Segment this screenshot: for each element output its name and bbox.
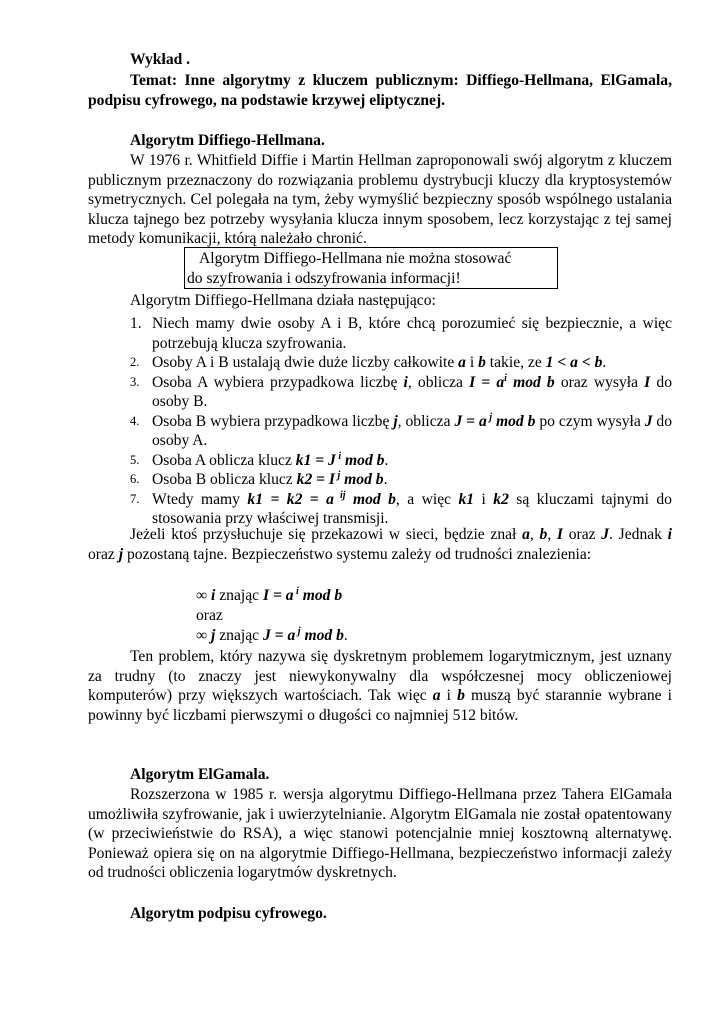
infinity-icon: ∞ bbox=[196, 627, 208, 644]
topic-title: Temat: Inne algorytmy z kluczem publicznym: Diffiego-Hellmana, ElGamala, podpisu cyfrowego, na podstawie krzywej eliptycznej. bbox=[88, 72, 672, 109]
step-number: 6. bbox=[130, 472, 140, 486]
step-number: 7. bbox=[130, 491, 140, 506]
step-4: 4. Osoba B wybiera przypadkowa liczbę j, oblicza J = a $^j$ mod b po czym wysyła J do osoby A. bbox=[130, 411, 673, 449]
step-text: Niech mamy dwie osoby A i B, które chcą porozumieć się bezpiecznie, a więc potrzebują klucza szyfrowania. bbox=[152, 315, 672, 352]
dh-steps-intro: Algorytm Diffiego-Hellmana działa następująco: bbox=[130, 292, 436, 309]
step-number: 5. bbox=[130, 452, 140, 467]
signature-heading: Algorytm podpisu cyfrowego. bbox=[130, 905, 327, 922]
dh-intro-paragraph: W 1976 r. Whitfield Diffie i Martin Hellman zaproponowali swój algorytm z kluczem publicznym przeznaczony do rozwiązania problemu dystrybucji kluczy dla kryptosystemów symetrycznych. Cel polegała na tym, żeby wymyślić bezpieczny sposób wspólnego ustalania klucza tajnego bez potrzeby wysyłania klucza innym sposobem, lecz korzystając z tej samej metody komunikacji, którą należało chronić. bbox=[88, 152, 672, 247]
step-7: 7. Wtedy mamy k1 = k2 = a $^{ij}$ mod b, a więc k1 i k2 są kluczami tajnymi do stosowania przy właściwej transmisji. bbox=[130, 489, 672, 527]
lecture-label: Wykład . bbox=[130, 51, 191, 68]
step-number: 4. bbox=[130, 413, 140, 428]
warning-line-1: Algorytm Diffiego-Hellmana nie można stosować bbox=[199, 250, 512, 267]
step-3: 3. Osoba A wybiera przypadkowa liczbę i, oblicza $I = a^i$ mod b oraz wysyła I do osoby B. bbox=[130, 372, 672, 410]
formula-oraz: oraz bbox=[196, 607, 223, 624]
eavesdropper-paragraph: Jeżeli ktoś przysłuchuje się przekazowi w sieci, będzie znał a, b, I oraz J. Jednak i oraz j pozostaną tajne. Bezpieczeństwo systemu zależy od trudności znalezienia: bbox=[88, 526, 673, 563]
step-1 bbox=[88, 314, 672, 353]
step-2: 2. Osoby A i B ustalają dwie duże liczby całkowite a i b takie, ze 1 < a < b. bbox=[130, 354, 607, 371]
dh-warning-box bbox=[184, 247, 558, 289]
step-number: 1. bbox=[130, 315, 142, 332]
elgamal-heading: Algorytm ElGamala. bbox=[130, 766, 270, 783]
infinity-icon: ∞ bbox=[196, 587, 208, 604]
warning-line-2: do szyfrowania i odszyfrowania informacji! bbox=[187, 269, 461, 287]
elgamal-paragraph: Rozszerzona w 1985 r. wersja algorytmu Diffiego-Hellmana przez Tahera ElGamala umożliwiła szyfrowanie, jak i uwierzytelnianie. Algorytm ElGamala nie został opatentowany (w przeciwieństwie do RSA), a więc stanowi potencjalnie mniej kosztowną alternatywę. Ponieważ opiera się on na algorytmie Diffiego-Hellmana, bezpieczeństwo informacji zależy od trudności obliczenia logarytmów dyskretnych. bbox=[88, 786, 672, 881]
problem-paragraph: Ten problem, który nazywa się dyskretnym problemem logarytmicznym, jest uznany za trudny (to znaczy jest niewykonywalny dla współczesnej mocy obliczeniowej komputerów) przy większych wartościach. Tak więc a i b muszą być starannie wybrane i powinny być liczbami pierwszymi o długości co najmniej 512 bitów. bbox=[88, 648, 672, 724]
formula-j: ∞ j znając J = a $^j$ mod b. bbox=[196, 626, 348, 644]
step-number: 2. bbox=[130, 355, 140, 369]
step-5: 5. Osoba A oblicza klucz k1 = J $^i$ mod b. bbox=[130, 450, 389, 469]
step-6: 6. Osoba B oblicza klucz k2 = I $^j$ mod b. bbox=[130, 470, 388, 488]
dh-heading: Algorytm Diffiego-Hellmana. bbox=[130, 132, 325, 149]
dh-steps-list bbox=[88, 314, 672, 529]
formula-i: ∞ i znając I = a $^i$ mod b bbox=[196, 586, 343, 604]
step-number: 3. bbox=[130, 374, 140, 389]
